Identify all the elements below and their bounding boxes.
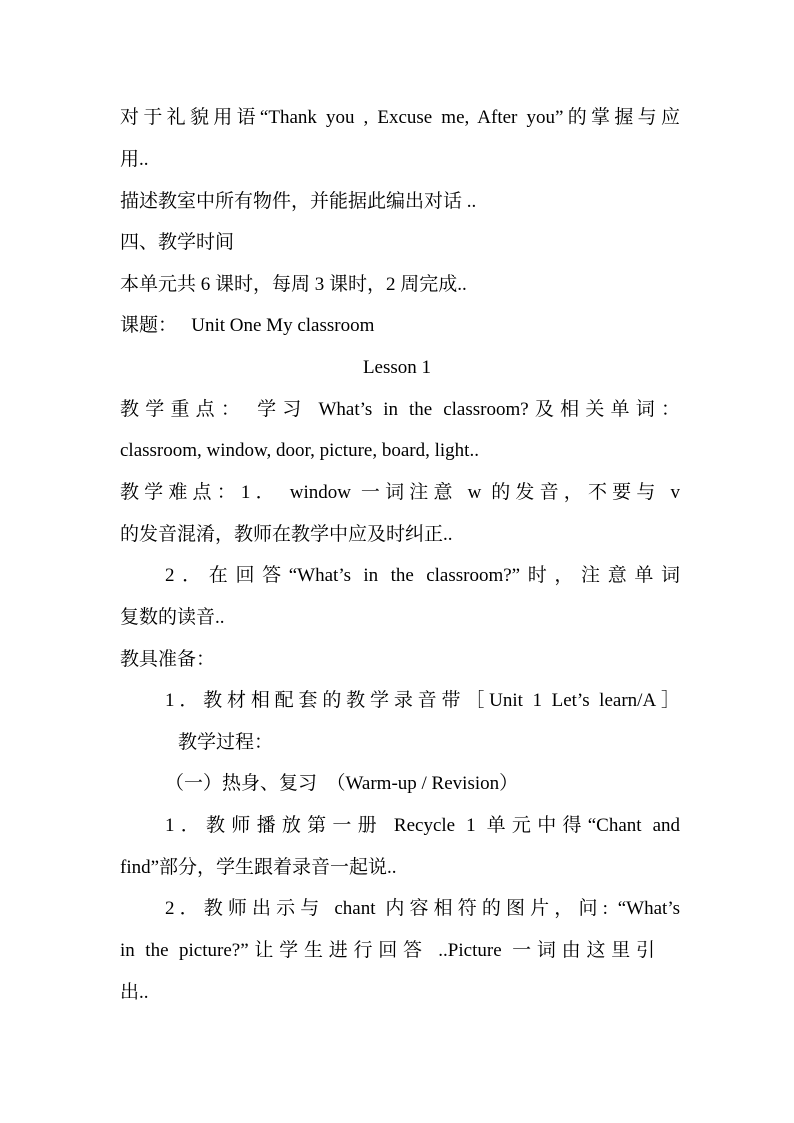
text-line: （一）热身、复习 （Warm-up / Revision） [165, 773, 519, 794]
text-line: 教学过程： [178, 732, 274, 753]
text-line: classroom, window, door, picture, board, light.. [120, 440, 479, 461]
text-line: 用.. [120, 149, 149, 170]
lesson-title: Lesson 1 [362, 357, 432, 378]
text-line: 教学难点：1． window 一词注意 w 的发音，不要与 v [120, 482, 680, 503]
text-line: 描述教室中所有物件，并能据此编出对话 .. [120, 191, 477, 212]
text-line: 出.. [120, 982, 149, 1003]
text-line: 教学重点： 学习 What’s in the classroom?及相关单词： [120, 399, 680, 420]
text-line: 本单元共 6 课时，每周 3 课时，2 周完成.. [120, 274, 467, 295]
list-item: 1．教材相配套的教学录音带［Unit 1 Let’s learn/A］ [165, 690, 680, 711]
text-line: 的发音混淆，教师在教学中应及时纠正.. [120, 524, 453, 545]
text-line: 对于礼貌用语“Thank you , Excuse me, After you”的掌握与应 [120, 107, 680, 128]
section-heading: 四、教学时间 [120, 232, 235, 253]
text-line: 2．在回答“What’s in the classroom?”时，注意单词 [165, 565, 680, 586]
text-line: 复数的读音.. [120, 607, 225, 628]
text-line: find”部分，学生跟着录音一起说.. [120, 857, 397, 878]
text-line: 教具准备： [120, 649, 216, 670]
list-item: 1．教师播放第一册 Recycle 1 单元中得“Chant and [165, 815, 680, 836]
list-item: 2．教师出示与 chant 内容相符的图片，问: “What’s [165, 898, 680, 919]
text-line: in the picture?”让学生进行回答 ..Picture 一词由这里引 [120, 940, 655, 961]
lesson-topic: 课题： Unit One My classroom [120, 315, 375, 336]
